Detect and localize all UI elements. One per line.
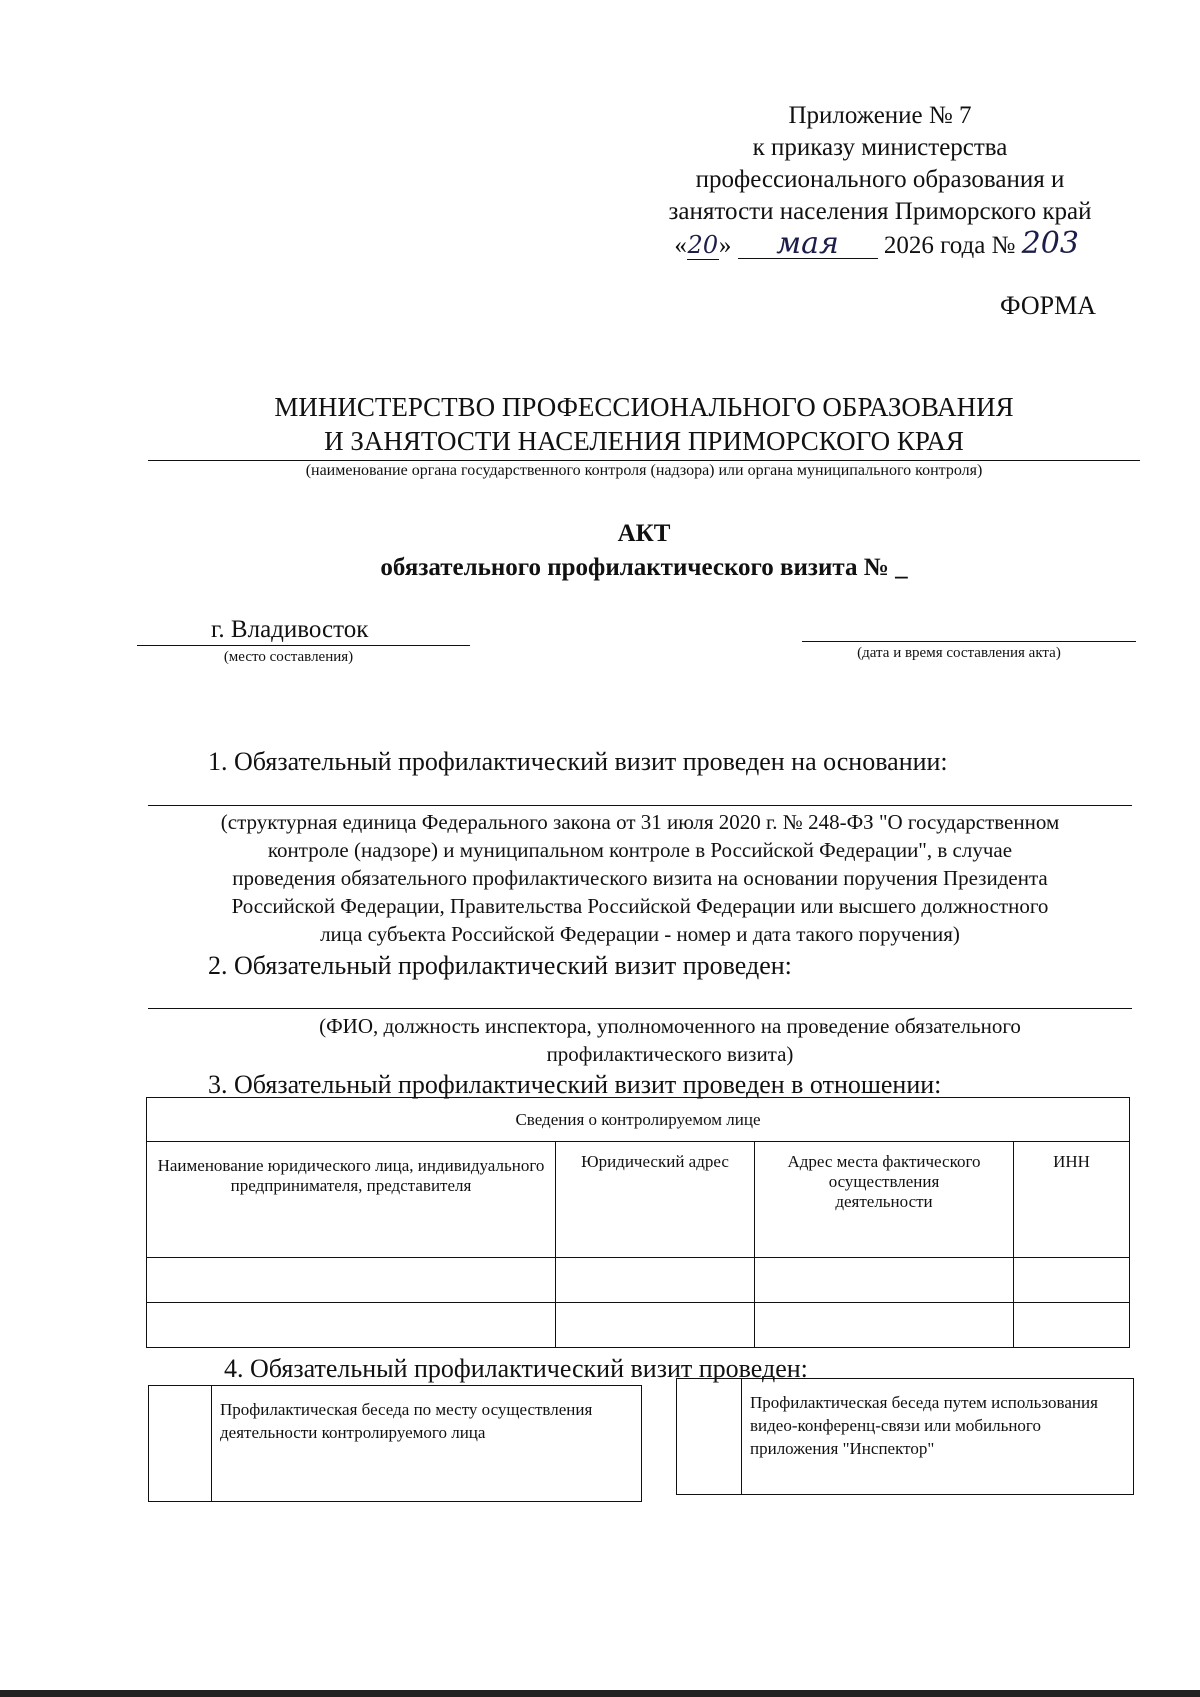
title-line-2: обязательного профилактического визита № _ [380, 554, 908, 581]
appendix-block [620, 100, 1140, 262]
place-field: г. Владивосток [137, 615, 470, 646]
section-1-heading: 1. Обязательный профилактический визит проведен на основании: [208, 747, 948, 776]
appendix-line-3: профессионального образования и [695, 166, 1065, 193]
table-cell[interactable] [556, 1303, 755, 1348]
section-1-note [140, 808, 1140, 948]
section-2-heading: 2. Обязательный профилактический визит проведен: [208, 951, 792, 980]
section-2-line [148, 1008, 1132, 1009]
table-header: Сведения о контролируемом лице [147, 1098, 1130, 1142]
open-quote: « [674, 232, 687, 259]
column-header-legal-address: Юридический адрес [556, 1142, 755, 1258]
table-column-headers [147, 1142, 1130, 1258]
appendix-date-line [620, 228, 1140, 262]
section-4-heading: 4. Обязательный профилактический визит проведен: [224, 1354, 808, 1383]
section-1-note-line: Российской Федерации, Правительства Российской Федерации или высшего должностного [231, 894, 1049, 918]
table-row [147, 1258, 1130, 1303]
column-header-inn: ИНН [1014, 1142, 1130, 1258]
visit-option-video [676, 1378, 1134, 1495]
table-cell[interactable] [556, 1258, 755, 1303]
table-cell[interactable] [755, 1258, 1014, 1303]
date-line [802, 640, 1136, 642]
ministry-line-2: И ЗАНЯТОСТИ НАСЕЛЕНИЯ ПРИМОРСКОГО КРАЯ [324, 426, 964, 456]
table-cell[interactable] [755, 1303, 1014, 1348]
handwritten-month: мая [738, 230, 878, 259]
date-caption: (дата и время составления акта) [857, 645, 1061, 661]
section-1-note-line: (структурная единица Федерального закона от 31 июля 2020 г. № 248-ФЗ "О государственном [220, 810, 1060, 834]
controlled-person-table [146, 1097, 1130, 1348]
table-cell[interactable] [1014, 1303, 1130, 1348]
title-line-1: АКТ [617, 520, 671, 547]
place-caption: (место составления) [223, 649, 354, 665]
scan-edge [0, 1690, 1200, 1697]
section-2-note [170, 1012, 1170, 1068]
handwritten-day: 20 [687, 231, 719, 259]
column-header-name: Наименование юридического лица, индивидуального предпринимателя, представителя [147, 1142, 556, 1258]
section-2-note-line: профилактического визита) [546, 1042, 794, 1066]
ministry-line-1: МИНИСТЕРСТВО ПРОФЕССИОНАЛЬНОГО ОБРАЗОВАНИЯ [274, 392, 1014, 422]
section-1-note-line: проведения обязательного профилактического визита на основании поручения Президента [232, 866, 1048, 890]
section-2-note-line: (ФИО, должность инспектора, уполномоченного на проведение обязательного [319, 1014, 1021, 1038]
video-checkbox[interactable] [677, 1379, 742, 1494]
ministry-name [148, 390, 1140, 461]
section-1-note-line: контроле (надзоре) и муниципальном контроле в Российской Федерации", в случае [267, 838, 1013, 862]
appendix-line-2: к приказу министерства [752, 134, 1008, 161]
handwritten-order-number: 203 [1021, 226, 1079, 261]
table-row [147, 1303, 1130, 1348]
year-text: 2026 года № [883, 232, 1016, 259]
onsite-checkbox[interactable] [149, 1386, 212, 1501]
form-label: ФОРМА [1000, 291, 1096, 320]
visit-option-onsite [148, 1385, 642, 1502]
close-quote: » [718, 232, 732, 259]
section-3-heading: 3. Обязательный профилактический визит проведен в отношении: [208, 1070, 942, 1099]
section-1-line [148, 805, 1132, 806]
video-option-label: Профилактическая беседа путем использования видео-конференц-связи или мобильного приложения "Инспектор" [750, 1393, 1098, 1458]
table-cell[interactable] [147, 1303, 556, 1348]
column-header-actual-address: Адрес места фактического осуществления деятельности [755, 1142, 1014, 1258]
ministry-caption: (наименование органа государственного контроля (надзора) или органа муниципального контроля) [305, 462, 983, 479]
table-cell[interactable] [147, 1258, 556, 1303]
table-cell[interactable] [1014, 1258, 1130, 1303]
document-title [148, 517, 1140, 585]
onsite-option-label: Профилактическая беседа по месту осуществления деятельности контролируемого лица [220, 1400, 593, 1442]
appendix-line-4: занятости населения Приморского край [668, 198, 1092, 225]
section-1-note-line: лица субъекта Российской Федерации - номер и дата такого поручения) [320, 922, 960, 946]
appendix-line-1: Приложение № 7 [788, 102, 972, 129]
